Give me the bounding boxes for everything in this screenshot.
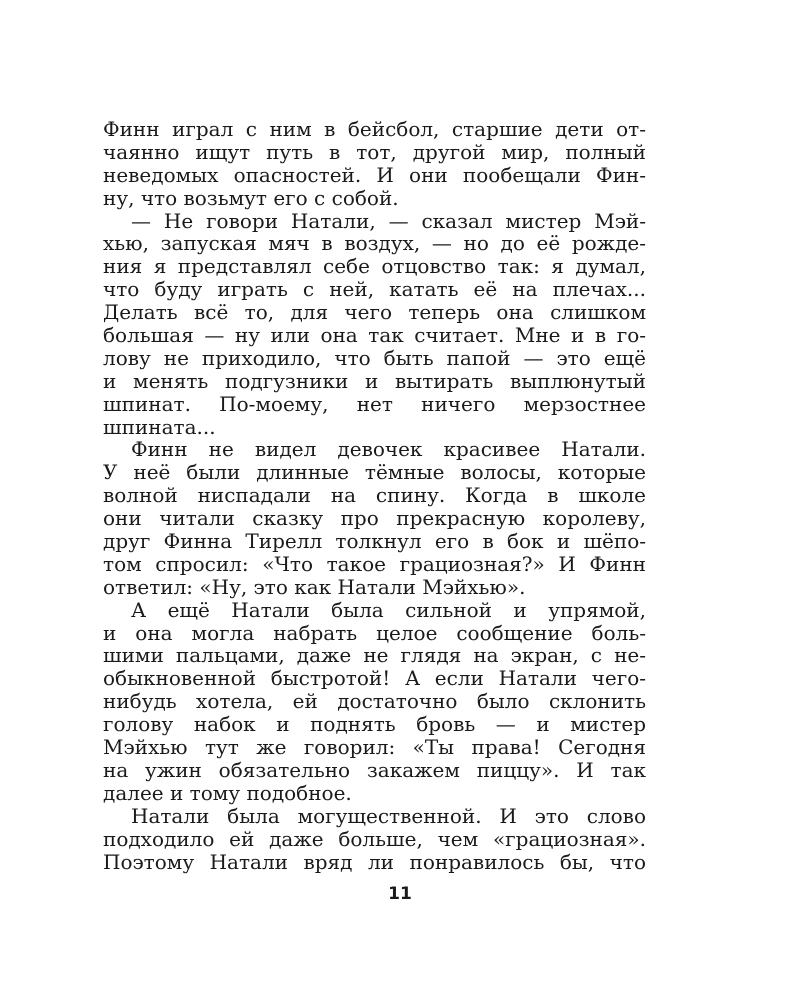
paragraph bbox=[103, 599, 646, 805]
text-line: ответил: «Ну, это как Натали Мэйхью». bbox=[103, 574, 526, 599]
text-line: большая — ну или она так считает. Мне и в го- bbox=[103, 323, 646, 348]
text-line: Мэйхью тут же говорил: «Ты права! Сегодня bbox=[103, 735, 646, 760]
text-line: шпината... bbox=[103, 414, 216, 439]
text-line: Поэтому Натали вряд ли понравилось бы, что bbox=[103, 849, 646, 874]
text-line: обыкновенной быстротой! А если Натали чего- bbox=[103, 666, 646, 691]
text-line: ну, что возьмут его с собой. bbox=[103, 185, 399, 210]
text-line: шпинат. По-моему, нет ничего мерзостнее bbox=[103, 391, 646, 416]
text-line: лову не приходило, что быть папой — это ещё bbox=[103, 345, 646, 370]
text-line: Делать всё то, для чего теперь она слишком bbox=[103, 300, 646, 325]
text-line: на ужин обязательно закажем пиццу». И так bbox=[103, 757, 646, 782]
paragraph bbox=[103, 438, 646, 598]
text-line: что буду играть с ней, катать её на плечах... bbox=[103, 277, 646, 302]
text-line: неведомых опасностей. И они пообещали Фин- bbox=[103, 162, 646, 187]
text-line: они читали сказку про прекрасную королеву, bbox=[103, 506, 646, 531]
text-line: А ещё Натали была сильной и упрямой, bbox=[131, 597, 646, 622]
text-line: Финн играл с ним в бейсбол, старшие дети от- bbox=[103, 117, 646, 141]
paragraph bbox=[103, 210, 646, 439]
text-line: подходило ей даже больше, чем «грациозная». bbox=[103, 826, 646, 851]
text-line: У неё были длинные тёмные волосы, которые bbox=[103, 460, 646, 485]
text-line: чаянно ищут путь в тот, другой мир, полный bbox=[103, 139, 646, 164]
text-line: голову набок и поднять бровь — и мистер bbox=[103, 712, 646, 737]
text-line: нибудь хотела, ей достаточно было склонить bbox=[103, 689, 646, 714]
body-text bbox=[103, 118, 646, 873]
paragraph bbox=[103, 805, 646, 874]
text-line: ния я представлял себе отцовство так: я думал, bbox=[103, 254, 646, 279]
paragraph bbox=[103, 118, 646, 210]
text-line: — Не говори Натали, — сказал мистер Мэй- bbox=[131, 208, 646, 233]
text-line: Финн не видел девочек красивее Натали. bbox=[131, 437, 646, 462]
text-line: и менять подгузники и вытирать выплюнутый bbox=[103, 368, 646, 393]
page-number: 11 bbox=[388, 884, 412, 904]
text-line: далее и тому подобное. bbox=[103, 780, 352, 805]
text-line: и она могла набрать целое сообщение боль- bbox=[103, 620, 646, 645]
text-line: шими пальцами, даже не глядя на экран, с не- bbox=[103, 643, 646, 668]
text-line: волной ниспадали на спину. Когда в школе bbox=[103, 483, 646, 508]
text-line: хью, запуская мяч в воздух, — но до её рожде- bbox=[103, 231, 646, 256]
text-line: друг Финна Тирелл толкнул его в бок и шёпо- bbox=[103, 529, 646, 554]
text-line: Натали была могущественной. И это слово bbox=[131, 803, 646, 828]
text-line: том спросил: «Что такое грациозная?» И Финн bbox=[103, 551, 646, 576]
